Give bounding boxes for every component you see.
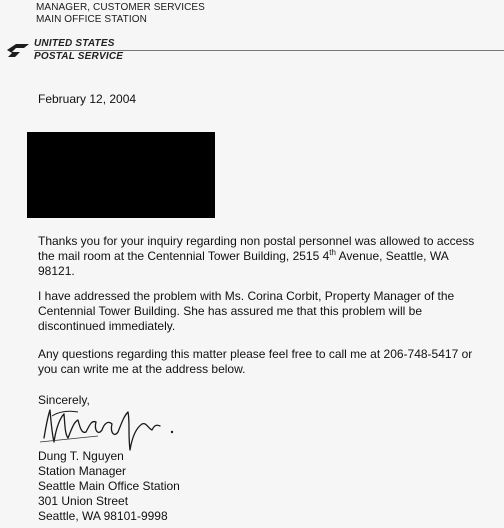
paragraph-2-line-2: Centennial Tower Building. She has assured me that this problem will be (38, 304, 422, 318)
ordinal-suffix: th (329, 248, 336, 257)
usps-eagle-logo-icon (6, 40, 30, 60)
paragraph-1-line-2: the mail room at the Centennial Tower Building, 2515 4th Avenue, Seattle, WA (38, 248, 449, 263)
letterhead-title-line-2: MAIN OFFICE STATION (36, 14, 147, 25)
paragraph-2-line-1: I have addressed the problem with Ms. Corina Corbit, Property Manager of the (38, 289, 455, 303)
paragraph-1-line-1: Thanks you for your inquiry regarding non postal personnel was allowed to access (38, 234, 475, 248)
redacted-address-block (27, 132, 215, 218)
closing-salutation: Sincerely, (38, 393, 90, 407)
paragraph-1-line-3: 98121. (38, 264, 75, 278)
signer-office: Seattle Main Office Station (38, 479, 180, 493)
usps-name-line-2: POSTAL SERVICE (34, 51, 124, 62)
signer-street: 301 Union Street (38, 494, 129, 508)
letterhead-title-line-1: MANAGER, CUSTOMER SERVICES (36, 2, 205, 13)
signer-title: Station Manager (38, 464, 127, 478)
paragraph-3-line-2: you can write me at the address below. (38, 362, 246, 376)
usps-name-line-1: UNITED STATES (34, 38, 115, 49)
paragraph-2-line-3: discontinued immediately. (38, 319, 176, 333)
signer-name: Dung T. Nguyen (38, 449, 124, 463)
letter-date: February 12, 2004 (38, 92, 137, 106)
paragraph-3-line-1: Any questions regarding this matter please feel free to call me at 206-748-5417 or (38, 347, 473, 361)
signer-city: Seattle, WA 98101-9998 (38, 509, 168, 523)
